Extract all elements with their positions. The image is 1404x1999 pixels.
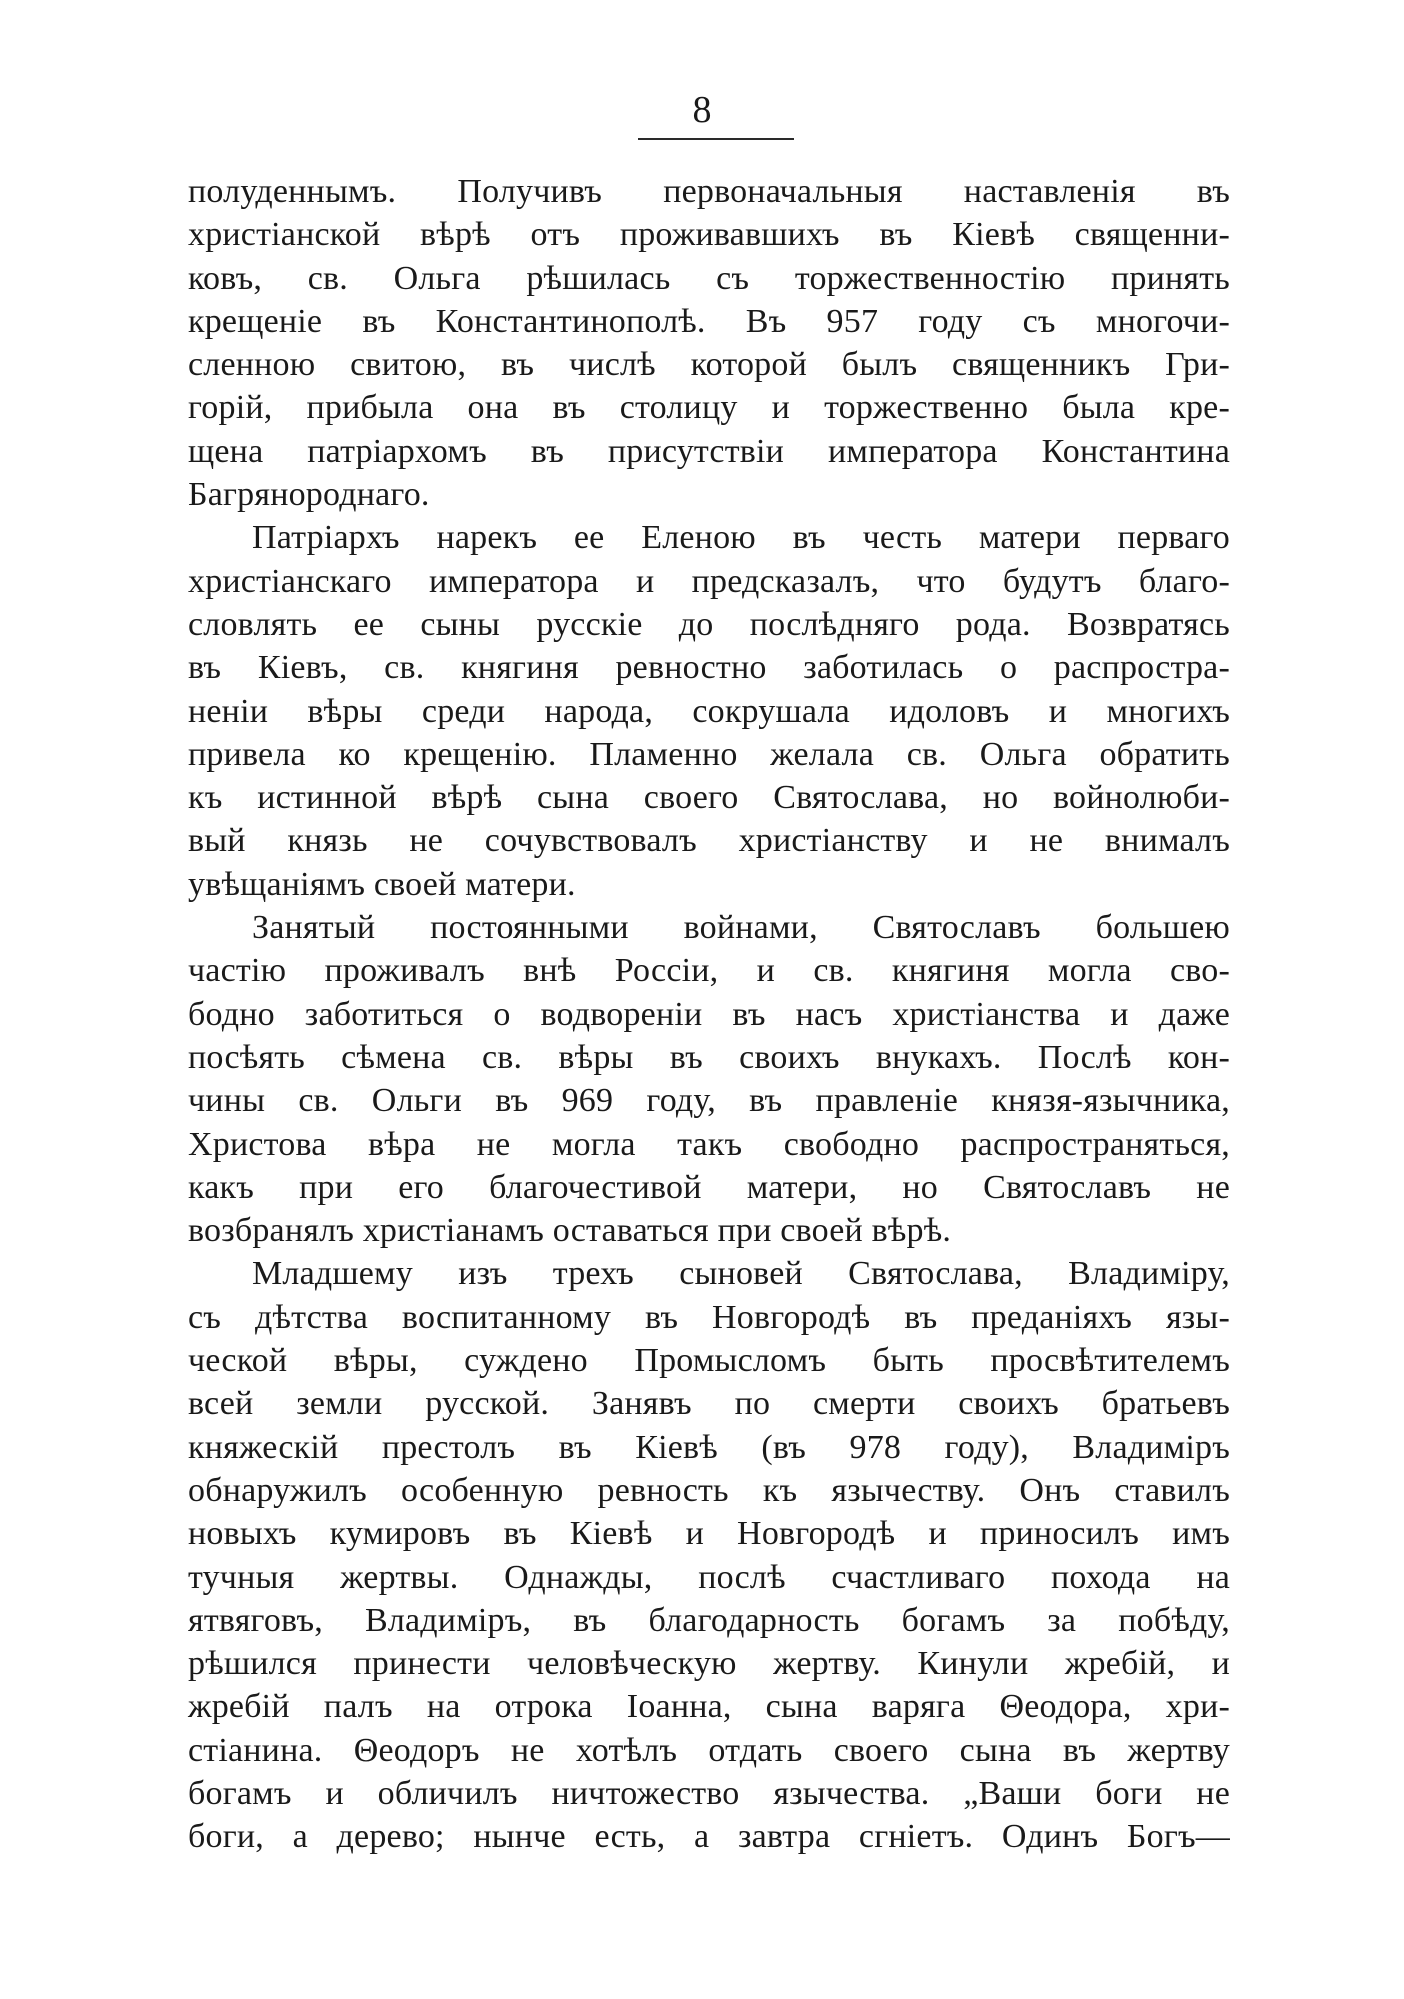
- text-line: чины св. Ольги въ 969 году, въ правленіе князя-язычника,: [188, 1082, 1230, 1120]
- text-line: въ Кіевъ, св. княгиня ревностно заботилась о распростра-: [188, 649, 1230, 687]
- text-line: новыхъ кумировъ въ Кіевѣ и Новгородѣ и приносилъ имъ: [188, 1515, 1230, 1553]
- text-line: ческой вѣры, суждено Промысломъ быть просвѣтителемъ: [188, 1342, 1230, 1380]
- text-line: тучныя жертвы. Однажды, послѣ счастливаго похода на: [188, 1558, 1230, 1596]
- paragraph: [188, 1252, 1230, 1858]
- text-line: ковъ, св. Ольга рѣшилась съ торжественностію принять: [188, 259, 1230, 297]
- text-line: къ истинной вѣрѣ сына своего Святослава, но войнолюби-: [188, 779, 1230, 817]
- text-line: всей земли русской. Занявъ по смерти своихъ братьевъ: [188, 1385, 1230, 1423]
- page-number: 8: [692, 89, 712, 131]
- paragraph: [188, 906, 1230, 1252]
- text-line: словлять ее сыны русскіе до послѣдняго рода. Возвратясь: [188, 605, 1230, 643]
- text-line: рѣшился принести человѣческую жертву. Кинули жребій, и: [188, 1645, 1230, 1683]
- text-line: стіанина. Θеодоръ не хотѣлъ отдать своего сына въ жертву: [188, 1731, 1230, 1769]
- text-line: посѣять сѣмена св. вѣры въ своихъ внукахъ. Послѣ кон-: [188, 1038, 1230, 1076]
- text-line: бодно заботиться о водвореніи въ насъ христіанства и даже: [188, 995, 1230, 1033]
- text-line: возбранялъ христіанамъ оставаться при своей вѣрѣ.: [188, 1212, 952, 1250]
- text-line: Багрянороднаго.: [188, 476, 430, 514]
- text-line: съ дѣтства воспитанному въ Новгородѣ въ преданіяхъ язы-: [188, 1298, 1230, 1336]
- text-line: полуденнымъ. Получивъ первоначальныя наставленія въ: [188, 173, 1230, 210]
- text-line: какъ при его благочестивой матери, но Святославъ не: [188, 1168, 1230, 1206]
- text-line: ятвяговъ, Владиміръ, въ благодарность богамъ за побѣду,: [188, 1601, 1230, 1639]
- text-line: Христова вѣра не могла такъ свободно распространяться,: [188, 1125, 1230, 1163]
- text-line: сленною свитою, въ числѣ которой былъ священникъ Гри-: [188, 346, 1230, 384]
- text-line: Патріархъ нарекъ ее Еленою въ честь матери перваго: [252, 519, 1230, 557]
- text-line: крещеніе въ Константинополѣ. Въ 957 году съ многочи-: [188, 302, 1230, 340]
- text-line: щена патріархомъ въ присутствіи императора Константина: [188, 432, 1230, 470]
- body-text: [188, 170, 1230, 1859]
- text-line: богамъ и обличилъ ничтожество язычества. „Ваши боги не: [188, 1774, 1230, 1812]
- text-line: горій, прибыла она въ столицу и торжественно была кре-: [188, 389, 1230, 427]
- text-line: христіанскаго императора и предсказалъ, что будутъ благо-: [188, 562, 1230, 600]
- text-line: Занятый постоянными войнами, Святославъ большею: [252, 909, 1230, 947]
- text-line: частію проживалъ внѣ Россіи, и св. княгиня могла сво-: [188, 952, 1230, 990]
- paragraph: [188, 170, 1230, 516]
- text-line: Младшему изъ трехъ сыновей Святослава, Владиміру,: [252, 1255, 1230, 1293]
- text-line: вый князь не сочувствовалъ христіанству и не внималъ: [188, 822, 1230, 860]
- text-line: привела ко крещенію. Пламенно желала св. Ольга обратить: [188, 735, 1230, 773]
- text-line: жребій палъ на отрока Іоанна, сына варяга Θеодора, хри-: [188, 1688, 1230, 1726]
- text-line: неніи вѣры среди народа, сокрушала идоловъ и многихъ: [188, 692, 1230, 730]
- text-line: увѣщаніямъ своей матери.: [188, 865, 576, 903]
- text-line: боги, а дерево; нынче есть, а завтра сгніетъ. Одинъ Богъ—: [188, 1818, 1230, 1856]
- header-rule: [638, 138, 794, 140]
- text-line: обнаружилъ особенную ревность къ язычеству. Онъ ставилъ: [188, 1471, 1230, 1509]
- text-line: христіанской вѣрѣ отъ проживавшихъ въ Кіевѣ священни-: [188, 216, 1230, 254]
- text-line: княжескій престолъ въ Кіевѣ (въ 978 году), Владиміръ: [188, 1428, 1230, 1466]
- paragraph: [188, 516, 1230, 906]
